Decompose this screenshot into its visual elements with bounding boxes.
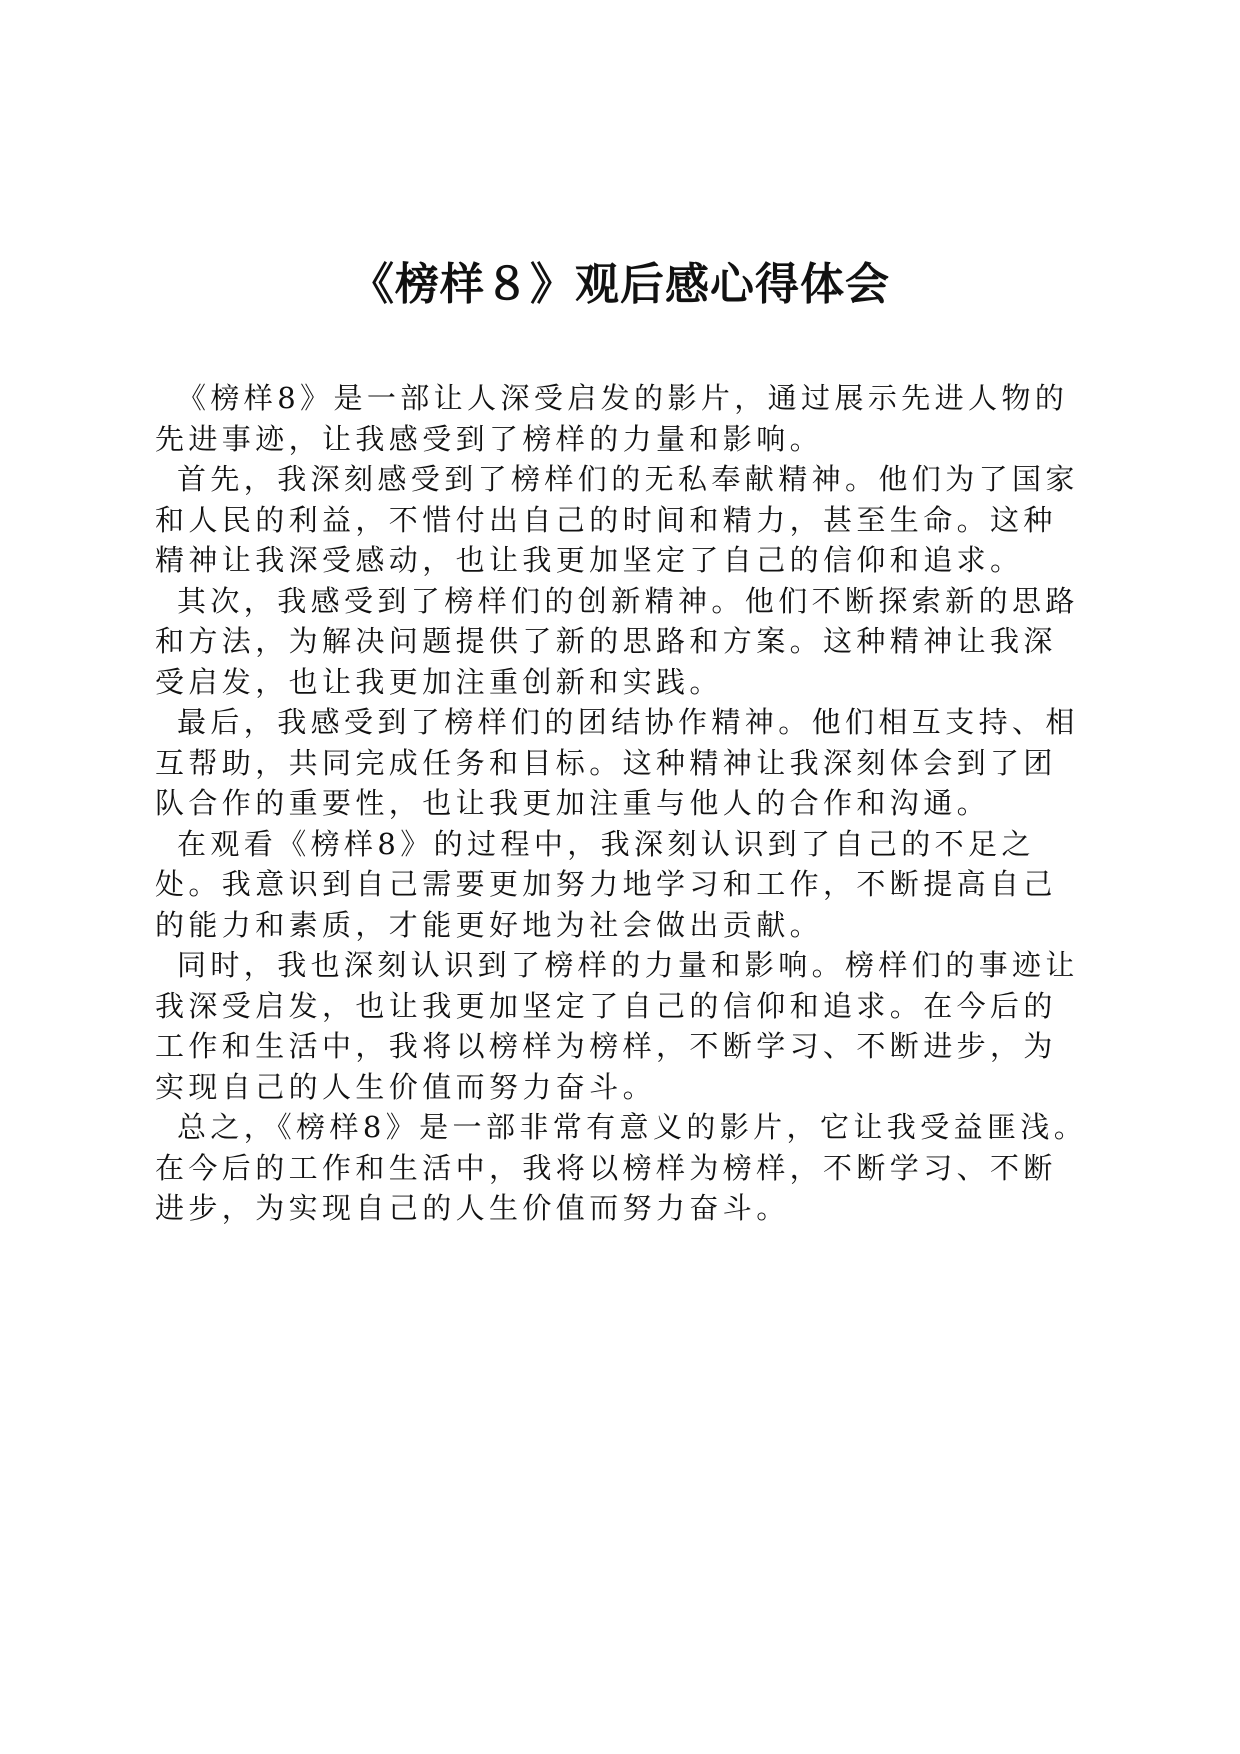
document-body bbox=[155, 378, 1090, 1229]
paragraph-last: 最后，我感受到了榜样们的团结协作精神。他们相互支持、相互帮助，共同完成任务和目标。这种精神让我深刻体会到了团队合作的重要性，也让我更加注重与他人的合作和沟通。 bbox=[155, 705, 1079, 820]
page-title: 《榜样８》观后感心得体会 bbox=[350, 259, 890, 310]
paragraph-first: 首先，我深刻感受到了榜样们的无私奉献精神。他们为了国家和人民的利益，不惜付出自己的时间和精力，甚至生命。这种精神让我深受感动，也让我更加坚定了自己的信仰和追求。 bbox=[155, 462, 1079, 577]
paragraph-conclusion: 总之，《榜样8》是一部非常有意义的影片，它让我受益匪浅。在今后的工作和生活中，我将以榜样为榜样，不断学习、不断进步，为实现自己的人生价值而努力奋斗。 bbox=[155, 1110, 1088, 1225]
paragraph-intro: 《榜样8》是一部让人深受启发的影片，通过展示先进人物的先进事迹，让我感受到了榜样的力量和影响。 bbox=[155, 381, 1069, 456]
paragraph-reflection: 在观看《榜样8》的过程中，我深刻认识到了自己的不足之处。我意识到自己需要更加努力地学习和工作，不断提高自己的能力和素质，才能更好地为社会做出贡献。 bbox=[155, 826, 1057, 942]
paragraph-second: 其次，我感受到了榜样们的创新精神。他们不断探索新的思路和方法，为解决问题提供了新的思路和方案。这种精神让我深受启发，也让我更加注重创新和实践。 bbox=[155, 583, 1079, 699]
paragraph-meanwhile: 同时，我也深刻认识到了榜样的力量和影响。榜样们的事迹让我深受启发，也让我更加坚定了自己的信仰和追求。在今后的工作和生活中，我将以榜样为榜样，不断学习、不断进步，为实现自己的人生价值而努力奋斗。 bbox=[155, 948, 1079, 1104]
